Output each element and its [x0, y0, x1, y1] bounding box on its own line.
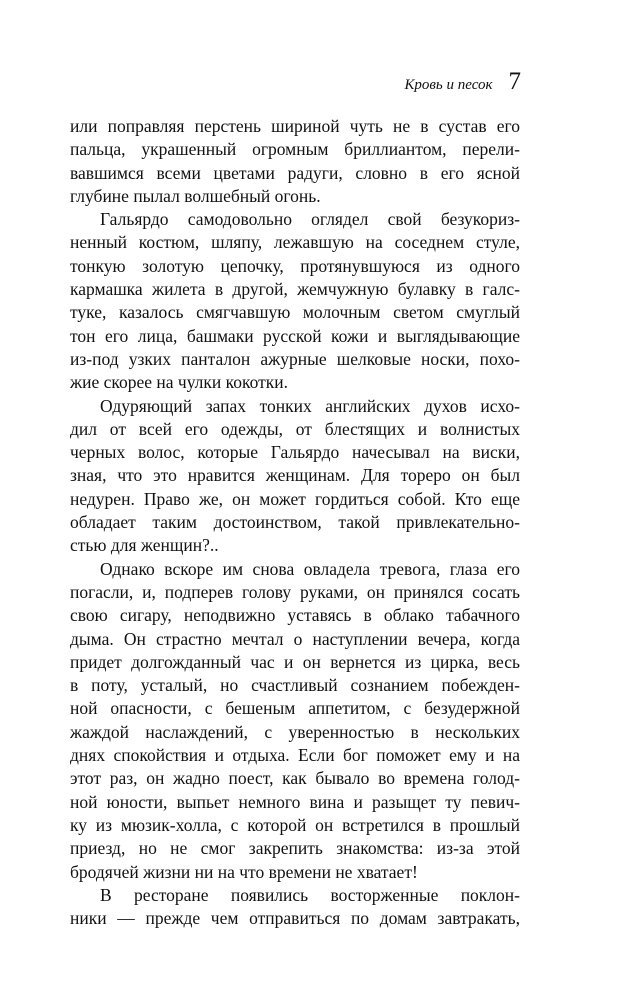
- text-line: Однако вскоре им снова овладела тревога, глаза его: [100, 558, 520, 579]
- text-line: придет долгожданный час и он вернется из цирка, весь: [70, 651, 520, 672]
- page-number: 7: [508, 68, 521, 95]
- text-line: зная, что это нравится женщинам. Для тореро он был: [70, 465, 520, 486]
- text-line: дыма. Он страстно мечтал о наступлении вечера, когда: [70, 628, 520, 649]
- text-line: туке, казалось смягчавшую молочным светом смуглый: [70, 302, 520, 323]
- text-line: глубине пылал волшебный огонь.: [70, 185, 321, 206]
- text-line: В ресторане появились восторженные поклон-: [100, 884, 520, 905]
- text-line: недурен. Право же, он может гордиться собой. Кто еще: [70, 488, 520, 509]
- text-line: ку из мюзик-холла, с которой он встретился в прошлый: [70, 814, 520, 835]
- running-title: Кровь и песок: [404, 77, 493, 93]
- text-line: бродячей жизни ни на что времени не хватает!: [70, 861, 418, 882]
- text-line: этот раз, он жадно поест, как бывало во времена голод-: [70, 768, 520, 789]
- text-line: пальца, украшенный огромным бриллиантом, перели-: [70, 139, 520, 160]
- text-line: жие скорее на чулки кокотки.: [70, 372, 289, 393]
- paragraph: [70, 115, 520, 208]
- text-line: или поправляя перстень шириной чуть не в сустав его: [70, 116, 520, 136]
- running-header: [404, 68, 521, 108]
- text-line: кармашка жилета в другой, жемчужную булавку в галс-: [70, 279, 520, 300]
- text-line: тонкую золотую цепочку, протянувшуюся из одного: [70, 255, 520, 276]
- text-line: вавшимся всеми цветами радуги, словно в его ясной: [70, 162, 520, 183]
- text-line: жаждой наслаждений, с уверенностью в нескольких: [70, 721, 520, 742]
- text-line: днях спокойствия и отдыха. Если бог поможет ему и на: [70, 745, 520, 766]
- text-line: Одуряющий запах тонких английских духов исхо-: [100, 395, 520, 416]
- text-line: тон его лица, башмаки русской кожи и выглядывающие: [70, 325, 520, 346]
- text-line: стью для женщин?..: [70, 535, 219, 556]
- text-line: черных волос, которые Гальярдо начесывал на виски,: [70, 442, 520, 463]
- paragraph: [70, 884, 520, 931]
- body-text: [70, 115, 520, 930]
- text-line: свою сигару, неподвижно уставясь в облако табачного: [70, 605, 520, 626]
- paragraph: [70, 395, 520, 558]
- text-line: обладает таким достоинством, такой привлекательно-: [70, 512, 520, 533]
- text-line: ники — прежде чем отправиться по домам завтракать,: [70, 908, 520, 929]
- text-line: в поту, усталый, но счастливый сознанием побежден-: [70, 675, 520, 696]
- text-line: ненный костюм, шляпу, лежавшую на соседнем стуле,: [70, 232, 520, 253]
- paragraph: [70, 208, 520, 394]
- text-line: Гальярдо самодовольно оглядел свой безукориз-: [100, 209, 520, 230]
- paragraph: [70, 558, 520, 884]
- text-line: из-под узких панталон ажурные шелковые носки, похо-: [70, 348, 520, 369]
- text-line: дил от всей его одежды, от блестящих и волнистых: [70, 418, 520, 439]
- text-line: погасли, и, подперев голову руками, он принялся сосать: [70, 581, 520, 602]
- text-line: ной опасности, с бешеным аппетитом, с безудержной: [70, 698, 520, 719]
- text-line: ной юности, выпьет немного вина и разыщет ту певич-: [70, 791, 520, 812]
- text-line: приезд, но не смог закрепить знакомства: из-за этой: [70, 838, 520, 859]
